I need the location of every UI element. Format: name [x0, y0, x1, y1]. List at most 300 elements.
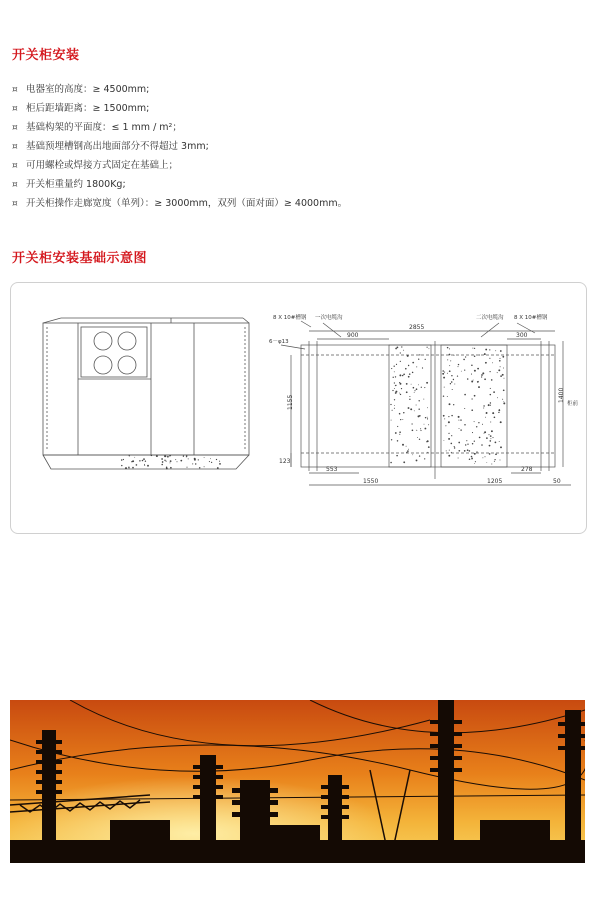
- speckle: [472, 443, 473, 444]
- speckle: [394, 366, 395, 367]
- label-channel-left: 8 X 10#槽钢: [273, 315, 307, 321]
- speckle: [170, 460, 172, 462]
- speckle: [391, 439, 392, 440]
- speckle: [406, 452, 407, 453]
- speckle: [204, 466, 205, 467]
- bullet-icon: ¤: [12, 123, 18, 133]
- speckle: [491, 379, 493, 381]
- speckle: [491, 430, 493, 432]
- speckle: [412, 429, 414, 431]
- speckle: [444, 387, 445, 388]
- speckle: [500, 460, 501, 461]
- speckle: [394, 382, 395, 383]
- speckle: [474, 356, 476, 358]
- speckle: [495, 350, 496, 351]
- speckle: [448, 438, 450, 440]
- speckle: [474, 370, 476, 372]
- speckle: [497, 372, 498, 373]
- speckle: [490, 388, 491, 389]
- speckle: [489, 371, 490, 372]
- speckle: [132, 467, 134, 469]
- speckle: [454, 384, 455, 385]
- speckle: [500, 350, 502, 352]
- speckle: [131, 461, 132, 462]
- speckle: [426, 382, 428, 384]
- speckle: [406, 446, 407, 447]
- speckle: [403, 412, 404, 413]
- concrete-fill-right: [390, 346, 505, 464]
- speckle: [485, 362, 487, 364]
- speckle: [195, 463, 196, 464]
- speckle: [409, 396, 410, 397]
- speckle: [503, 389, 505, 391]
- speckle: [399, 393, 400, 394]
- speckle: [192, 463, 193, 464]
- speckle: [121, 459, 123, 461]
- speckle: [419, 439, 420, 440]
- speckle: [427, 418, 428, 419]
- dim-1155: 1155: [287, 394, 294, 410]
- speckle: [484, 456, 485, 457]
- speckle: [474, 453, 476, 455]
- speckle: [493, 391, 495, 393]
- speckle: [420, 428, 421, 429]
- speckle: [395, 391, 397, 393]
- speckle: [481, 444, 483, 446]
- speckle: [412, 362, 414, 364]
- speckle: [489, 358, 490, 359]
- speckle: [458, 366, 459, 367]
- speckle: [416, 366, 417, 367]
- speckle: [503, 368, 504, 369]
- dim-50: 50: [553, 478, 561, 485]
- speckle: [166, 468, 168, 470]
- speckle: [406, 391, 408, 393]
- speckle: [479, 354, 480, 355]
- speckle: [392, 410, 393, 411]
- speckle: [457, 375, 458, 376]
- bullet-icon: ¤: [12, 142, 18, 152]
- installation-title: 开关柜安装: [12, 48, 80, 63]
- speckle: [427, 452, 428, 453]
- speckle: [199, 467, 200, 468]
- speckle: [402, 375, 403, 376]
- speckle: [500, 421, 502, 423]
- speckle: [474, 441, 475, 442]
- speckle: [408, 449, 409, 450]
- speckle: [143, 458, 145, 460]
- speckle: [500, 446, 502, 448]
- speckle: [424, 424, 425, 425]
- speckle: [418, 400, 419, 401]
- speckle: [451, 375, 452, 376]
- speckle: [139, 460, 140, 461]
- speckle: [416, 430, 417, 431]
- dim-278: 278: [521, 466, 533, 473]
- speckle: [428, 348, 429, 349]
- label-primary-cable: 一次电缆沟: [315, 315, 343, 321]
- speckle: [474, 421, 475, 422]
- speckle: [145, 461, 146, 462]
- speckle: [399, 434, 400, 435]
- speckle: [448, 455, 450, 457]
- speckle: [418, 384, 419, 385]
- speckle: [472, 348, 473, 349]
- spec-item: ¤ 可用螺栓或焊接方式固定在基础上；: [12, 156, 347, 175]
- speckle: [465, 444, 466, 445]
- speckle: [394, 399, 395, 400]
- speckle: [499, 358, 500, 359]
- speckle: [474, 463, 475, 464]
- speckle: [458, 442, 460, 444]
- speckle: [446, 450, 447, 451]
- speckle: [502, 374, 504, 376]
- speckle: [409, 399, 410, 400]
- speckle: [502, 356, 504, 358]
- substation-photo: [10, 700, 585, 863]
- speckle: [125, 467, 127, 469]
- speckle: [136, 464, 138, 466]
- speckle: [449, 450, 450, 451]
- speckle: [453, 404, 454, 405]
- speckle: [217, 467, 219, 469]
- speckle: [403, 350, 404, 351]
- speckle: [447, 347, 449, 349]
- speckle: [447, 359, 448, 360]
- speckle: [397, 440, 398, 441]
- speckle: [449, 348, 450, 349]
- speckle: [407, 450, 409, 452]
- speckle: [121, 465, 122, 466]
- speckle: [464, 394, 466, 396]
- speckle: [458, 416, 460, 418]
- speckle: [483, 407, 484, 408]
- speckle: [486, 437, 488, 439]
- substation-silhouette-image: [10, 700, 585, 863]
- speckle: [427, 347, 428, 348]
- speckle: [503, 401, 504, 402]
- speckle: [476, 426, 477, 427]
- speckle: [475, 461, 476, 462]
- speckle: [219, 461, 220, 462]
- speckle: [395, 348, 397, 350]
- dim-123: 123: [279, 458, 291, 465]
- speckle: [161, 464, 163, 466]
- speckle: [418, 359, 419, 360]
- speckle: [503, 402, 505, 404]
- speckle: [394, 408, 395, 409]
- speckle: [397, 426, 398, 427]
- speckle: [422, 367, 423, 368]
- speckle: [416, 388, 418, 390]
- speckle: [403, 461, 405, 463]
- cabinet-side-view: [43, 318, 249, 469]
- foundation-plan: [281, 321, 571, 485]
- speckle: [471, 381, 473, 383]
- speckle: [420, 430, 421, 431]
- speckle: [489, 445, 491, 447]
- speckle: [400, 383, 402, 385]
- speckle: [451, 415, 452, 416]
- dim-1550: 1550: [363, 478, 379, 485]
- speckle: [391, 420, 392, 421]
- spec-item: ¤ 柜后距墙距离：≥ 1500mm;: [12, 99, 347, 118]
- speckle: [418, 408, 419, 409]
- speckle: [458, 450, 460, 452]
- speckle: [175, 459, 176, 460]
- speckle: [476, 451, 477, 452]
- speckle: [448, 416, 449, 417]
- speckle: [129, 455, 130, 456]
- speckle: [128, 467, 129, 468]
- speckle: [424, 387, 425, 388]
- speckle: [400, 419, 401, 420]
- speckle: [210, 458, 211, 459]
- speckle: [123, 459, 124, 460]
- speckle: [406, 383, 408, 385]
- speckle: [198, 459, 199, 460]
- speckle: [458, 458, 459, 459]
- speckle: [395, 432, 397, 434]
- speckle: [401, 388, 402, 389]
- speckle: [450, 383, 451, 384]
- spec-list: [12, 80, 347, 213]
- speckle: [453, 379, 454, 380]
- speckle: [495, 442, 497, 444]
- foundation-title: 开关柜安装基础示意图: [12, 251, 148, 266]
- speckle: [497, 397, 498, 398]
- speckle: [478, 422, 479, 423]
- speckle: [474, 395, 476, 397]
- speckle: [442, 373, 444, 375]
- speckle: [156, 455, 158, 457]
- speckle: [499, 441, 500, 442]
- speckle: [416, 405, 417, 406]
- speckle: [478, 381, 479, 382]
- speckle: [216, 459, 217, 460]
- speckle: [411, 384, 412, 385]
- speckle: [170, 462, 171, 463]
- speckle: [488, 404, 490, 406]
- speckle: [490, 394, 491, 395]
- dim-2855: 2855: [409, 324, 425, 331]
- speckle: [164, 460, 165, 461]
- dim-900: 900: [347, 332, 359, 339]
- speckle: [408, 365, 409, 366]
- label-holes: 6－φ13: [269, 339, 289, 345]
- speckle: [409, 373, 411, 375]
- speckle: [500, 366, 501, 367]
- speckle: [405, 368, 407, 370]
- speckle: [490, 402, 491, 403]
- bullet-icon: ¤: [12, 85, 18, 95]
- speckle: [169, 455, 170, 456]
- speckle: [459, 428, 460, 429]
- speckle: [134, 457, 135, 458]
- speckle: [180, 460, 182, 462]
- speckle: [484, 378, 486, 380]
- speckle: [492, 437, 493, 438]
- speckle: [407, 355, 409, 357]
- speckle: [449, 433, 450, 434]
- speckle: [454, 355, 455, 356]
- speckle: [188, 458, 189, 459]
- speckle: [424, 458, 425, 459]
- speckle: [461, 371, 462, 372]
- speckle: [443, 395, 444, 396]
- speckle: [491, 464, 492, 465]
- speckle: [449, 403, 451, 405]
- speckle: [469, 450, 471, 452]
- speckle: [458, 364, 459, 365]
- speckle: [395, 376, 396, 377]
- speckle: [176, 461, 177, 462]
- speckle: [451, 381, 453, 383]
- speckle: [396, 364, 397, 365]
- speckle: [390, 404, 391, 405]
- speckle: [490, 438, 491, 439]
- speckle: [451, 452, 452, 453]
- speckle: [413, 387, 415, 389]
- speckle: [391, 368, 392, 369]
- speckle: [449, 370, 451, 372]
- speckle: [414, 390, 415, 391]
- speckle: [454, 447, 455, 448]
- speckle: [471, 409, 473, 411]
- label-channel-right: 8 X 10#槽钢: [514, 315, 548, 321]
- speckle: [471, 374, 472, 375]
- speckle: [417, 437, 418, 438]
- speckle: [390, 462, 392, 464]
- speckle: [479, 437, 481, 439]
- speckle: [427, 440, 429, 442]
- bullet-icon: ¤: [12, 180, 18, 190]
- speckle: [481, 376, 482, 377]
- spec-item: ¤ 开关柜操作走廊宽度（单列）：≥ 3000mm，双列（面对面）≥ 4000mm。: [12, 194, 347, 213]
- spec-item: ¤ 基础预埋槽钢高出地面部分不得超过 3mm;: [12, 137, 347, 156]
- speckle: [449, 365, 450, 366]
- speckle: [463, 359, 465, 361]
- speckle: [495, 453, 497, 455]
- speckle: [412, 454, 413, 455]
- speckle: [408, 407, 410, 409]
- speckle: [443, 377, 445, 379]
- speckle: [471, 458, 472, 459]
- speckle: [445, 425, 446, 426]
- speckle: [400, 361, 401, 362]
- speckle: [414, 392, 415, 393]
- bullet-icon: ¤: [12, 104, 18, 114]
- speckle: [395, 385, 396, 386]
- speckle: [401, 346, 402, 347]
- speckle: [482, 372, 484, 374]
- dim-300: 300: [516, 332, 528, 339]
- speckle: [427, 417, 428, 418]
- speckle: [490, 405, 491, 406]
- speckle: [472, 354, 473, 355]
- speckle: [394, 371, 395, 372]
- speckle: [478, 386, 480, 388]
- speckle: [504, 378, 505, 379]
- speckle: [474, 348, 475, 349]
- speckle: [423, 399, 424, 400]
- speckle: [482, 457, 483, 458]
- speckle: [394, 388, 395, 389]
- speckle: [481, 374, 483, 376]
- speckle: [402, 444, 404, 446]
- spec-item: ¤ 开关柜重量约 1800Kg;: [12, 175, 347, 194]
- speckle: [484, 353, 486, 355]
- speckle: [419, 455, 420, 456]
- speckle: [464, 424, 466, 426]
- dim-553: 553: [326, 466, 338, 473]
- speckle: [411, 423, 412, 424]
- speckle: [166, 461, 167, 462]
- speckle: [454, 446, 455, 447]
- speckle: [147, 465, 149, 467]
- speckle: [466, 440, 467, 441]
- speckle: [396, 455, 398, 457]
- speckle: [399, 413, 401, 415]
- speckle: [484, 433, 485, 434]
- speckle: [419, 415, 421, 417]
- speckle: [447, 396, 448, 397]
- speckle: [416, 459, 418, 461]
- speckle: [485, 349, 487, 351]
- speckle: [451, 443, 453, 445]
- speckle: [498, 409, 500, 411]
- speckle: [492, 412, 494, 414]
- speckle: [170, 467, 172, 469]
- label-secondary-cable: 二次电缆沟: [476, 315, 504, 321]
- speckle: [449, 354, 451, 356]
- speckle: [167, 456, 169, 458]
- speckle: [162, 461, 164, 463]
- label-front: 柜前: [567, 401, 579, 407]
- speckle: [477, 368, 479, 370]
- speckle: [219, 463, 221, 465]
- speckle: [209, 461, 210, 462]
- speckle: [424, 428, 426, 430]
- speckle: [469, 459, 471, 461]
- speckle: [142, 460, 144, 462]
- speckle: [425, 359, 426, 360]
- speckle: [464, 408, 465, 409]
- speckle: [471, 365, 473, 367]
- speckle: [443, 415, 445, 417]
- speckle: [482, 424, 483, 425]
- speckle: [502, 399, 503, 400]
- spec-item: ¤ 电器室的高度：≥ 4500mm;: [12, 80, 347, 99]
- speckle: [400, 352, 401, 353]
- speckle: [472, 432, 473, 433]
- speckle: [443, 440, 444, 441]
- speckle: [161, 458, 163, 460]
- speckle: [394, 405, 395, 406]
- speckle: [186, 456, 187, 457]
- speckle: [460, 429, 461, 430]
- speckle: [492, 362, 493, 363]
- speckle: [400, 394, 401, 395]
- dim-1400: 1400: [558, 387, 565, 403]
- speckle: [393, 377, 394, 378]
- speckle: [151, 455, 153, 457]
- speckle: [489, 440, 491, 442]
- speckle: [421, 387, 422, 388]
- speckle: [489, 349, 490, 350]
- speckle: [458, 420, 459, 421]
- speckle: [442, 370, 444, 372]
